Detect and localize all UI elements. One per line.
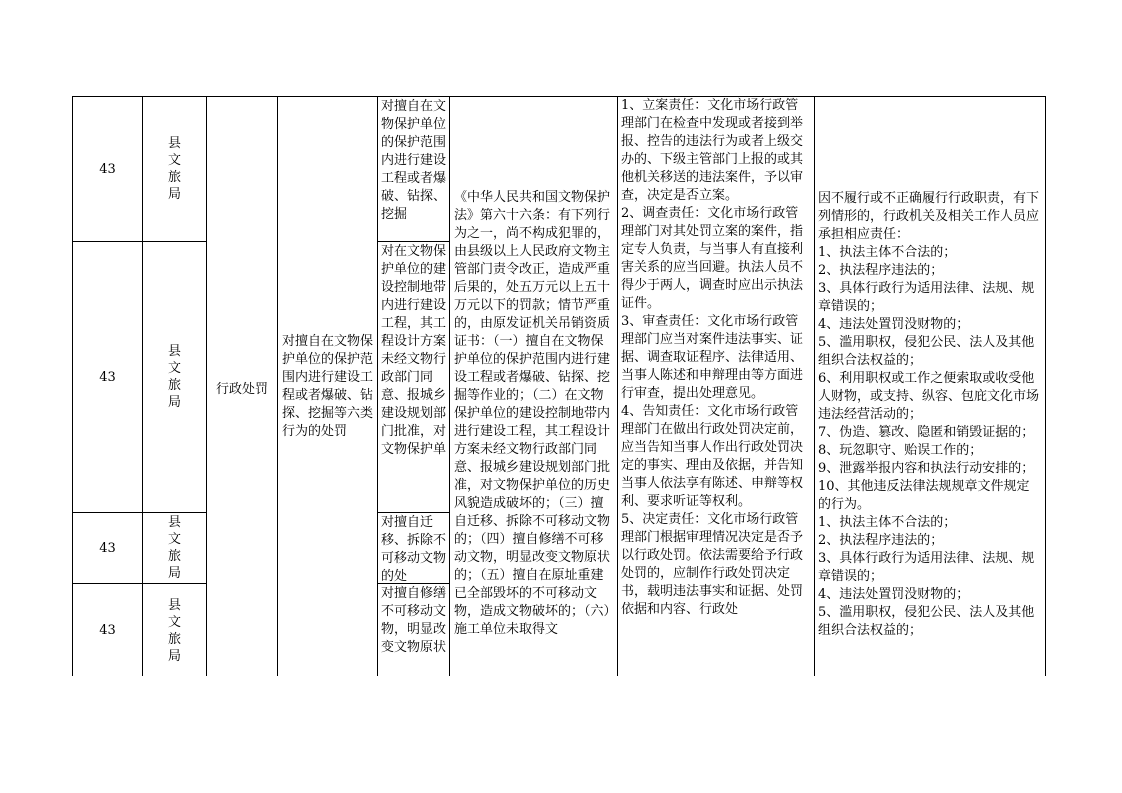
- sub-item-cell: 对擅自在文物保护单位的保护范围内进行建设工程或者爆破、钻探、挖掘: [377, 96, 450, 242]
- row-number: 43: [72, 241, 143, 513]
- department-cell: 县文旅局: [142, 512, 207, 584]
- department-cell: 县文旅局: [142, 583, 207, 676]
- duties-cell: 1、立案责任：文化市场行政管理部门在检查中发现或者接到举报、控告的违法行为或者上级交办的、下级主管部门上报的或其他机关移送的违法案件，予以审查，决定是否立案。 2、调查责任：文化市场行政管理部门对其处罚立案的案件，指定专人负责，与当事人有直接利害关系的应当回避。执法人员不得少于两人，调查时应出示执法证件。 3、审查责任：文化市场行政管理部门应当对案件违法事实、证据、调查取证程序、法律适用、当事人陈述和申辩理由等方面进行审查，提出处理意见。 4、告知责任：文化市场行政管理部门在做出行政处罚决定前，应当告知当事人作出行政处罚决定的事实、理由及依据，并告知当事人依法享有陈述、申辩等权利、要求听证等权利。 5、决定责任：文化市场行政管理部门根据审理情况决定是否予以行政处罚。依法需要给予行政处罚的，应制作行政处罚决定书，载明违法事实和证据、处罚依据和内容、行政处: [617, 96, 815, 676]
- sub-item-cell: 对在文物保护单位的建设控制地带内进行建设工程，其工程设计方案未经文物行政部门同意、报城乡建设规划部门批准，对文物保护单: [377, 241, 450, 513]
- legal-basis-cell: [449, 96, 618, 676]
- row-number: 43: [72, 96, 143, 242]
- parent-item-cell: 对擅自在文物保护单位的保护范围内进行建设工程或者爆破、钻探、挖掘等六类行为的处罚: [277, 96, 378, 676]
- department-cell: 县文旅局: [142, 241, 207, 513]
- department-cell: 县文旅局: [142, 96, 207, 242]
- liability-cell: [814, 96, 1046, 676]
- sub-item-cell: 对擅自迁移、拆除不可移动文物的处: [377, 512, 450, 584]
- table-frame: [72, 96, 1046, 676]
- row-number: 43: [72, 512, 143, 584]
- row-number: 43: [72, 583, 143, 676]
- legal-basis-text: 《中华人民共和国文物保护法》第六十六条：有下列行为之一，尚不构成犯罪的，由县级以上人民政府文物主管部门责令改正，造成严重后果的，处五万元以上五十万元以下的罚款；情节严重的，由原发证机关吊销资质证书：（一）擅自在文物保护单位的保护范围内进行建设工程或者爆破、钻探、挖掘等作业的；（二）在文物保护单位的建设控制地带内进行建设工程，其工程设计方案未经文物行政部门同意、报城乡建设规划部门批准，对文物保护单位的历史风貌造成破坏的；（三）擅自迁移、拆除不可移动文物的；（四）擅自修缮不可移动文物，明显改变文物原状的；（五）擅自在原址重建已全部毁坏的不可移动文物，造成文物破坏的；（六）施工单位未取得文: [454, 190, 611, 637]
- category-cell: 行政处罚: [206, 96, 278, 676]
- liability-text: 因不履行或不正确履行行政职责，有下列情形的，行政机关及相关工作人员应承担相应责任： 1、执法主体不合法的； 2、执法程序违法的； 3、具体行政行为适用法律、法规、规章错误的； 4、违法处置罚没财物的； 5、滥用职权，侵犯公民、法人及其他组织合法权益的； 6、利用职权或工作之便索取或收受他人财物，或支持、纵容、包庇文化市场违法经营活动的； 7、伪造、篡改、隐匿和销毁证据的； 8、玩忽职守、贻误工作的； 9、泄露举报内容和执法行动安排的； 10、其他违反法律法规规章文件规定的行为。 1、执法主体不合法的； 2、执法程序违法的； 3、具体行政行为适用法律、法规、规章错误的； 4、违法处置罚没财物的； 5、滥用职权，侵犯公民、法人及其他组织合法权益的；: [818, 191, 1040, 638]
- sub-item-cell: 对擅自修缮不可移动文物，明显改变文物原状: [377, 583, 450, 676]
